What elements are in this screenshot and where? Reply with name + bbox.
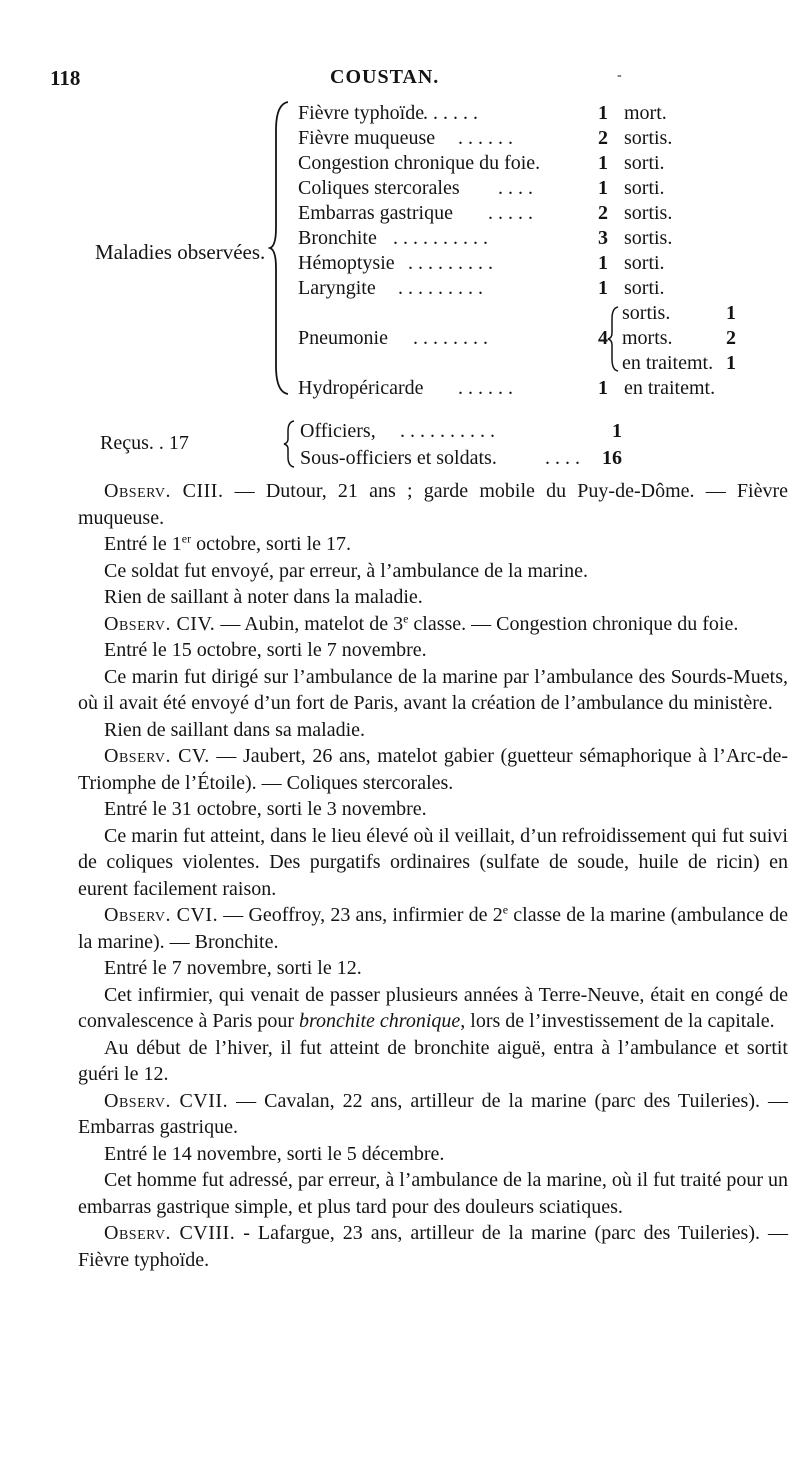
paragraph: Ce marin fut dirigé sur l’ambulance de la marine par l’ambulance des Sourds-Muets, où il avait été envoyé d’un fort de Paris, avant la création de l’ambulance du ministère. (78, 665, 788, 714)
left-brace-icon (282, 419, 296, 469)
observation-number: Observ. CIII. (104, 480, 224, 502)
paragraph: Rien de saillant à noter dans la maladie. (104, 586, 423, 608)
superscript: e (403, 610, 409, 625)
dot-leader: . . . . . . (458, 127, 513, 149)
dot-leader: . . . . . . . . . (408, 252, 493, 274)
superscript: e (502, 902, 509, 917)
italic-text: bronchite chronique (299, 1010, 461, 1032)
dot-leader: . . . . (498, 177, 533, 199)
observation-title: — Cavalan, 22 ans, artilleur de la marine (parc des Tuileries). — Embarras gastrique. (78, 1089, 788, 1138)
disease-name: Congestion chronique du foie. (298, 152, 541, 174)
disease-name: Hydropéricarde (298, 377, 424, 399)
paragraph: Cet homme fut adressé, par erreur, à l’ambulance de la marine, où il fut traité pour un embarras gastrique simple, et plus tard pour des douleurs sciatiques. (78, 1169, 788, 1218)
observation-title: — Jaubert, 26 ans, matelot gabier (guetteur sémaphorique à l’Arc-de-Triomphe de l’Étoile). — Coliques stercorales. (78, 745, 789, 794)
recus-row (300, 418, 700, 445)
recus-name: Officiers, (300, 420, 376, 442)
disease-outcome: sorti. (624, 177, 665, 199)
disease-count: 2 (598, 202, 608, 224)
disease-count: 2 (598, 127, 608, 149)
disease-outcome: sortis. (624, 227, 673, 249)
observation-title: — Dutour, 21 ans ; garde mobile du Puy-de-Dôme. — Fièvre muqueuse. (78, 480, 788, 529)
disease-outcome: sorti. (624, 152, 665, 174)
entry-line: Entré le 15 octobre, sorti le 7 novembre. (104, 639, 427, 661)
disease-outcome: en traitemt. (624, 377, 716, 399)
pneumonie-sub-count: 1 (726, 302, 736, 324)
disease-count: 1 (598, 177, 608, 199)
dot-leader: . . . . . . . . . (398, 277, 483, 299)
pneumonie-sub-count: 2 (726, 327, 736, 349)
disease-name: Fièvre muqueuse (298, 127, 436, 149)
observation-title: — Geoffroy, 23 ans, infirmier de 2 (218, 904, 503, 926)
disease-row (298, 201, 698, 226)
disease-outcome: mort. (624, 102, 667, 124)
observation-heading (78, 1088, 788, 1141)
observations-text (78, 478, 788, 1273)
dot-leader: . . . . (545, 447, 580, 469)
left-brace-icon (268, 100, 292, 396)
disease-count: 3 (598, 227, 608, 249)
disease-row (298, 101, 698, 126)
recus-name: Sous-officiers et soldats. (300, 447, 497, 469)
pneumonie-sub-count: 1 (726, 352, 736, 374)
disease-row (298, 251, 698, 276)
disease-count: 1 (598, 377, 608, 399)
paragraph: Rien de saillant dans sa maladie. (104, 718, 366, 741)
observation-number: Observ. CVIII. (104, 1222, 236, 1244)
disease-outcome: sorti. (624, 252, 665, 274)
disease-count: 4 (598, 327, 608, 349)
paragraph: Ce soldat fut envoyé, par erreur, à l’ambulance de la marine. (104, 559, 588, 582)
page-header (0, 66, 800, 92)
disease-outcome: sortis. (624, 202, 673, 224)
recus-count: 16 (602, 447, 622, 469)
pneumonie-block (298, 301, 736, 376)
disease-outcome: sorti. (624, 277, 665, 299)
observation-heading (78, 478, 788, 531)
recus-row (300, 445, 700, 472)
disease-name: Hémoptysie (298, 252, 395, 274)
observation-title: classe. — Congestion chronique du foie. (408, 612, 739, 635)
entry-line: Entré le 14 novembre, sorti le 5 décembre. (104, 1142, 445, 1165)
pneumonie-sub-label: en traitemt. (622, 352, 714, 374)
disease-row (298, 376, 716, 401)
disease-name: Bronchite (298, 227, 377, 249)
disease-table (298, 101, 736, 401)
disease-row (298, 176, 698, 201)
disease-count: 1 (598, 152, 608, 174)
header-mark: - (617, 68, 622, 83)
paragraph: Ce marin fut atteint, dans le lieu élevé où il veillait, d’un refroidissement qui fut suivi de coliques violentes. Des purgatifs ordinaires (sulfate de soude, huile de ricin) en eurent facilement raison. (78, 824, 788, 900)
observation-heading (78, 611, 788, 638)
observation-title: classe de la marine (ambulance de la marine). — Bronchite. (78, 904, 789, 953)
entry-line (78, 531, 788, 558)
observation-number: Observ. CV. (104, 745, 210, 767)
disease-count: 1 (598, 252, 608, 274)
dot-leader: . . . . . . . . . . (400, 420, 495, 442)
entry-text: Entré le 1 (104, 533, 182, 555)
paragraph-text: Cet infirmier, qui venait de passer plusieurs années à Terre-Neuve, était en congé de convalescence à Paris pour (78, 983, 788, 1032)
pneumonie-sub-label: sortis. (622, 302, 671, 324)
diseases-label: Maladies observées. (95, 240, 266, 264)
paragraph: Au début de l’hiver, il fut atteint de bronchite aiguë, entra à l’ambulance et sortit guéri le 12. (78, 1036, 788, 1085)
disease-name: Coliques stercorales (298, 177, 460, 199)
disease-name: Pneumonie (298, 327, 388, 349)
disease-outcome: sortis. (624, 127, 673, 149)
dot-leader: . . . . . . . . . . (393, 227, 488, 249)
observation-number: Observ. CIV. (104, 612, 216, 635)
entry-line: Entré le 7 novembre, sorti le 12. (104, 957, 362, 979)
recus-label: Reçus. . 17 (100, 432, 189, 454)
disease-name: Embarras gastrique (298, 202, 453, 224)
recus-count: 1 (612, 420, 622, 442)
disease-row (298, 276, 698, 301)
dot-leader: . . . . . . (458, 377, 513, 399)
entry-line: Entré le 31 octobre, sorti le 3 novembre. (104, 798, 427, 820)
disease-row (298, 151, 698, 176)
paragraph (78, 982, 788, 1035)
dot-leader: . . . . . (488, 202, 533, 224)
observation-heading (78, 902, 788, 955)
observation-heading (78, 1220, 788, 1273)
observation-heading (78, 743, 788, 796)
observation-number: Observ. CVI. (104, 904, 219, 926)
disease-name: Laryngite (298, 277, 376, 299)
page-number: 118 (50, 66, 81, 90)
dot-leader: . . . . . . . . (413, 327, 488, 349)
disease-row (298, 126, 698, 151)
pneumonie-sub-label: morts. (622, 327, 673, 349)
disease-name: Fièvre typhoïde (298, 102, 425, 124)
recus-table (300, 418, 700, 472)
observation-title: — Aubin, matelot de 3 (215, 612, 404, 635)
dot-leader: . . . . . . (423, 102, 478, 124)
left-brace-icon (606, 305, 620, 373)
disease-count: 1 (598, 277, 608, 299)
observation-title: - Lafargue, 23 ans, artilleur de la marine (parc des Tuileries). — Fièvre typhoïde. (78, 1222, 788, 1271)
running-title: COUSTAN. (330, 66, 440, 88)
superscript: er (181, 531, 192, 546)
paragraph-text: , lors de l’investissement de la capitale. (460, 1010, 775, 1032)
disease-count: 1 (598, 102, 608, 124)
entry-text: octobre, sorti le 17. (191, 533, 352, 555)
observation-number: Observ. CVII. (104, 1089, 229, 1112)
disease-row (298, 226, 698, 251)
